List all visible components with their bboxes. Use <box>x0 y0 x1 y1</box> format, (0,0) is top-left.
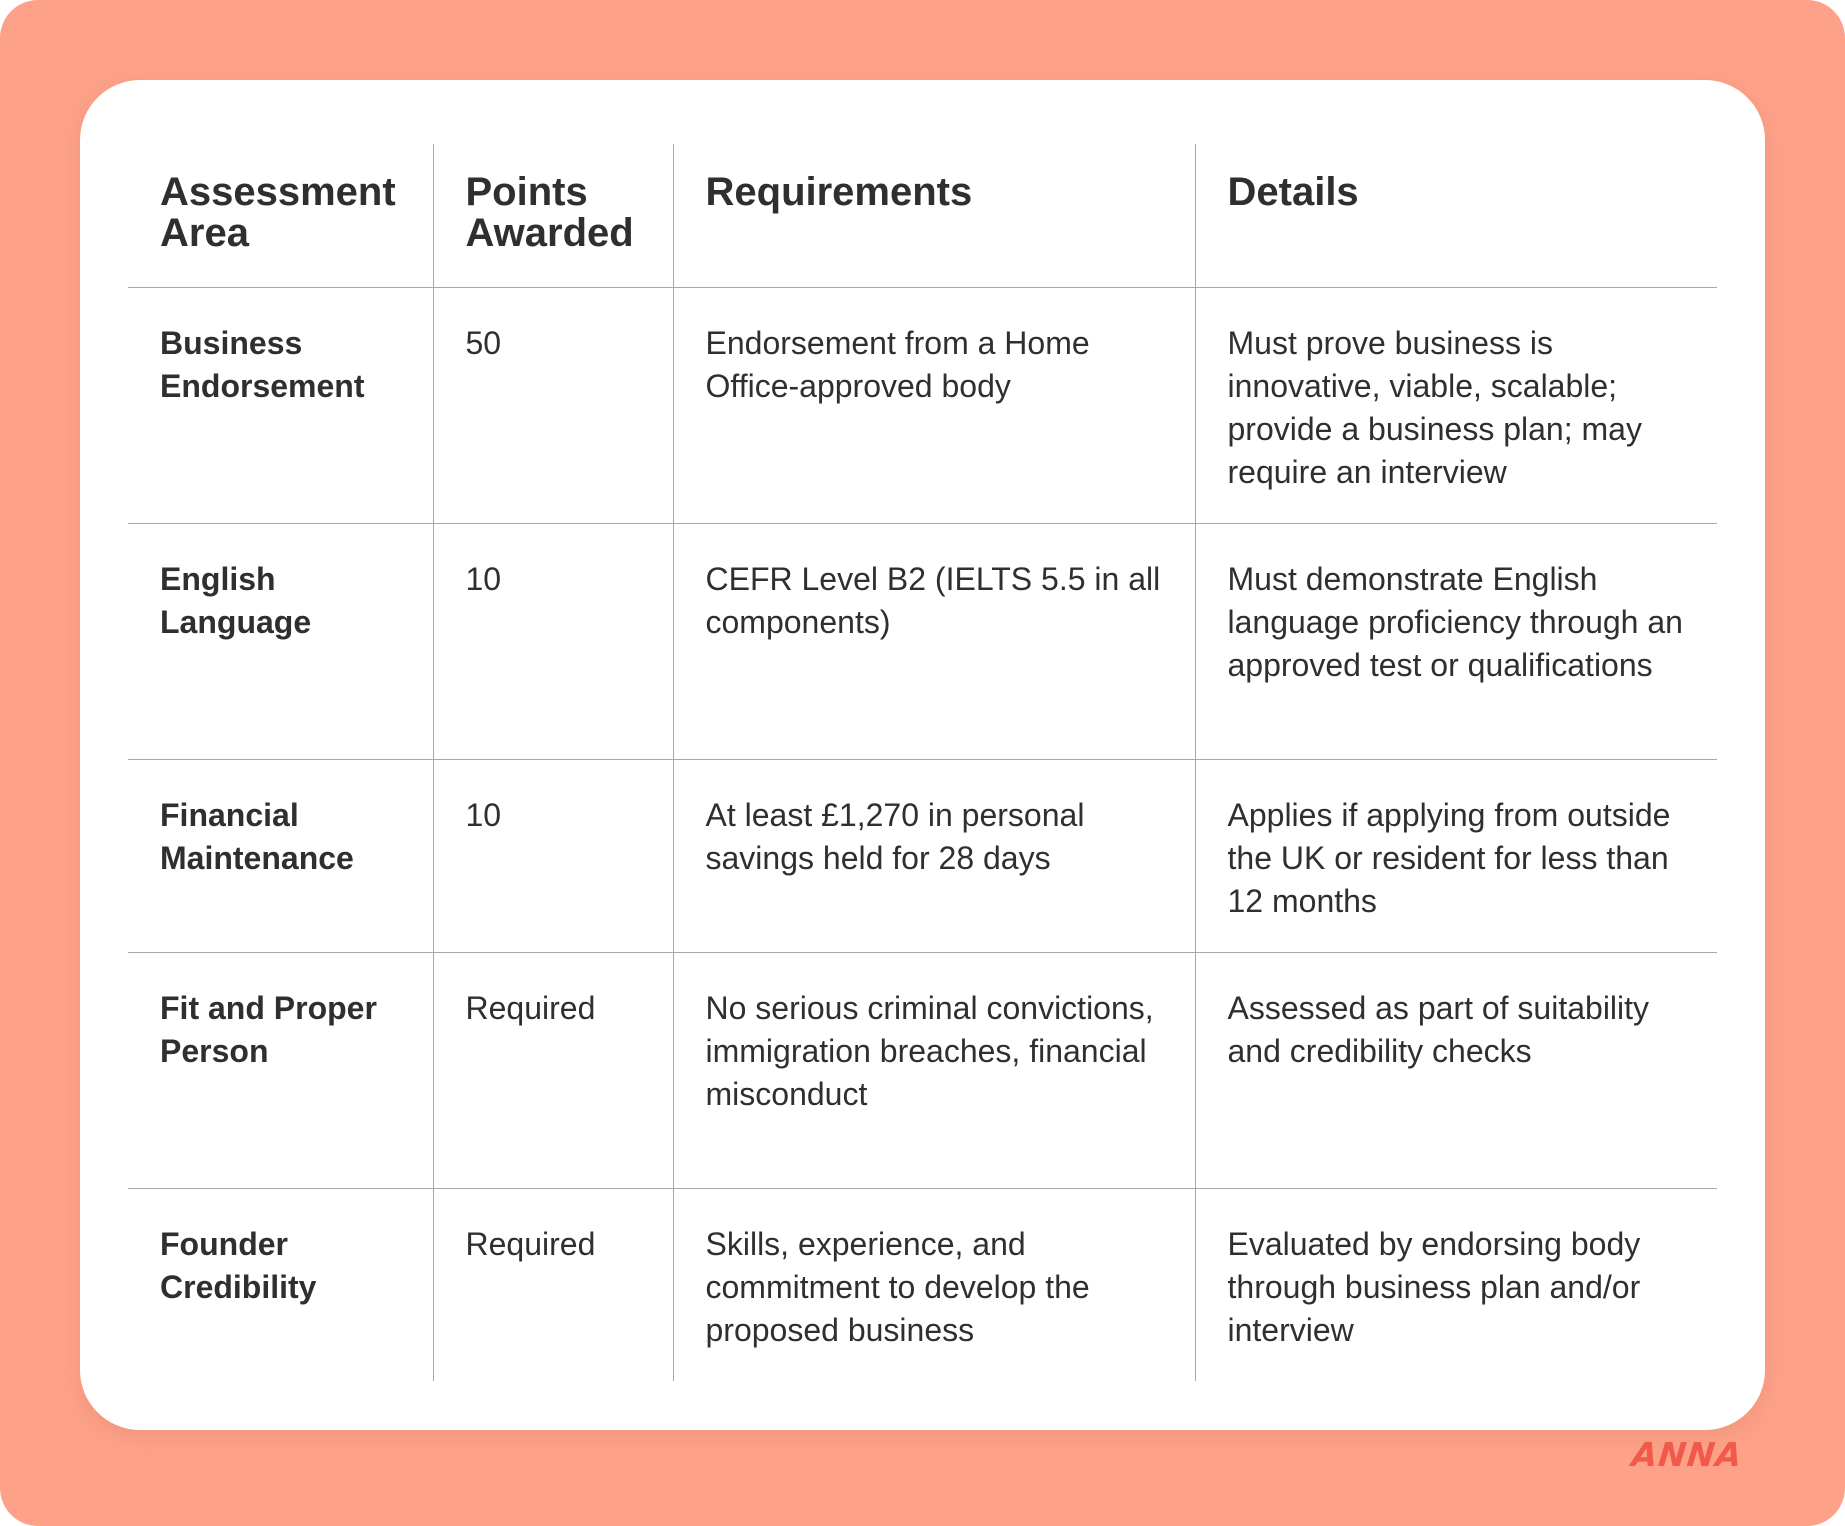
assessment-table <box>128 144 1717 1381</box>
table-card <box>80 80 1765 1430</box>
cell-details: Evaluated by endorsing body through business plan and/or interview <box>1195 1188 1717 1381</box>
header-details: Details <box>1195 144 1717 287</box>
cell-details: Must demonstrate English language proficiency through an approved test or qualifications <box>1195 523 1717 759</box>
header-points-awarded: Points Awarded <box>433 144 673 287</box>
table-row <box>128 952 1717 1188</box>
cell-area: Business Endorsement <box>128 287 433 523</box>
header-assessment-area: Assessment Area <box>128 144 433 287</box>
cell-requirements: Endorsement from a Home Office-approved body <box>673 287 1195 523</box>
anna-logo: ANNA <box>1629 1435 1745 1474</box>
cell-area: Financial Maintenance <box>128 759 433 952</box>
cell-requirements: Skills, experience, and commitment to develop the proposed business <box>673 1188 1195 1381</box>
table-row <box>128 759 1717 952</box>
table-header-row <box>128 144 1717 287</box>
header-requirements: Requirements <box>673 144 1195 287</box>
cell-requirements: No serious criminal convictions, immigration breaches, financial misconduct <box>673 952 1195 1188</box>
cell-points: 10 <box>433 523 673 759</box>
cell-points: Required <box>433 952 673 1188</box>
table-container <box>128 144 1717 1381</box>
cell-requirements: CEFR Level B2 (IELTS 5.5 in all components) <box>673 523 1195 759</box>
cell-requirements: At least £1,270 in personal savings held for 28 days <box>673 759 1195 952</box>
cell-details: Assessed as part of suitability and credibility checks <box>1195 952 1717 1188</box>
cell-details: Applies if applying from outside the UK or resident for less than 12 months <box>1195 759 1717 952</box>
table-row <box>128 287 1717 523</box>
table-row <box>128 523 1717 759</box>
cell-points: Required <box>433 1188 673 1381</box>
cell-points: 50 <box>433 287 673 523</box>
cell-points: 10 <box>433 759 673 952</box>
cell-area: Fit and Proper Person <box>128 952 433 1188</box>
table-row <box>128 1188 1717 1381</box>
cell-area: Founder Credibility <box>160 1225 317 1305</box>
cell-area: English Language <box>128 523 433 759</box>
cell-details: Must prove business is innovative, viable, scalable; provide a business plan; may require an interview <box>1195 287 1717 523</box>
